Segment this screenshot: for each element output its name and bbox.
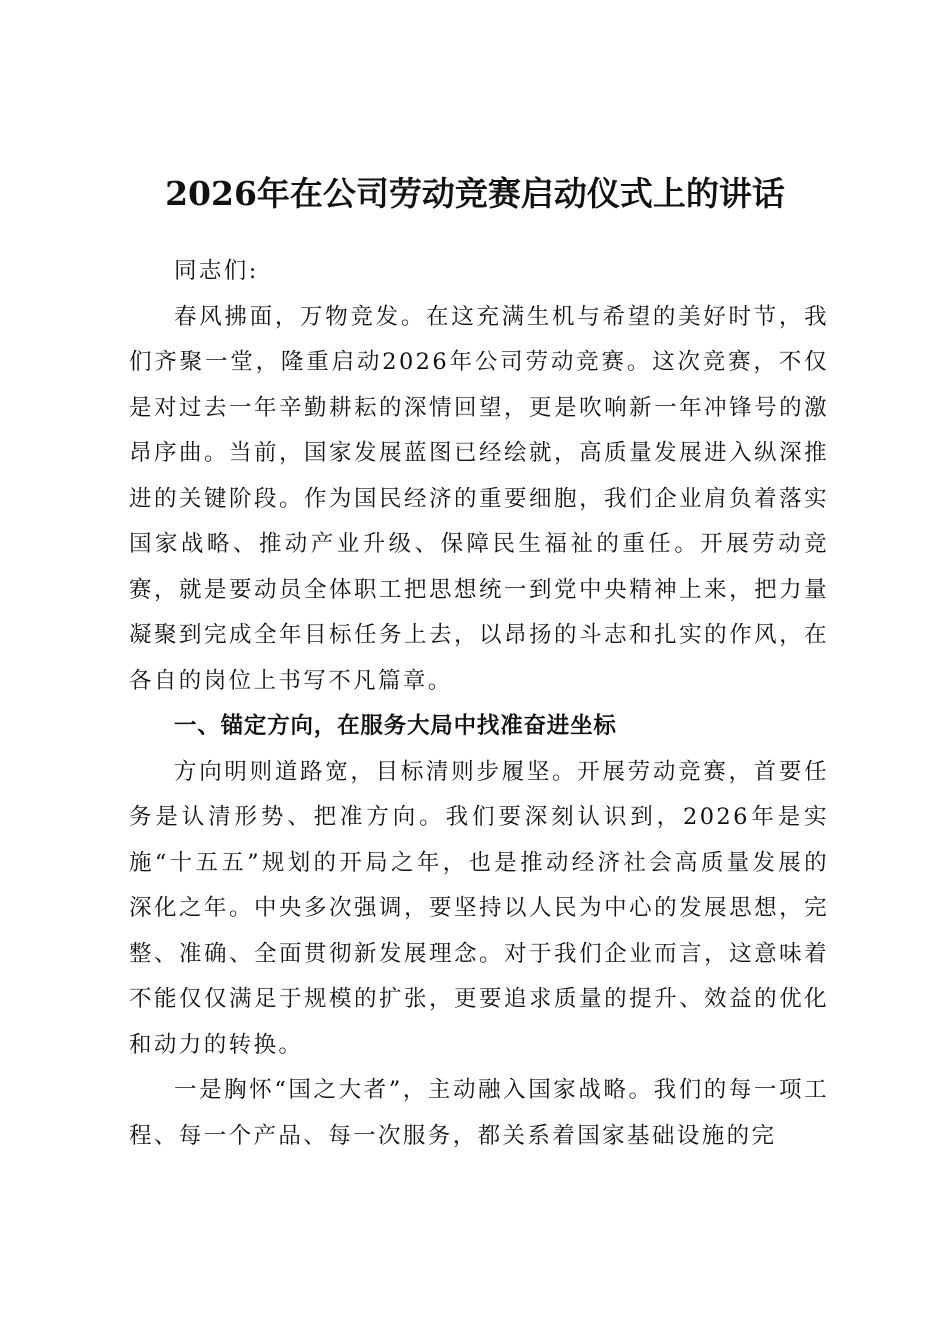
section-heading-1: 一、锚定方向，在服务大局中找准奋进坐标 xyxy=(174,713,617,739)
salutation: 同志们: xyxy=(174,258,259,284)
document-body xyxy=(129,249,829,1159)
document-title: 2026年在公司劳动竞赛启动仪式上的讲话 xyxy=(165,174,785,213)
paragraph-section-1: 方向明则道路宽，目标清则步履坚。开展劳动竞赛，首要任务是认清形势、把准方向。我们要深刻认识到，2026年是实施“十五五”规划的开局之年，也是推动经济社会高质量发展的深化之年。中央多次强调，要坚持以人民为中心的发展思想，完整、准确、全面贯彻新发展理念。对于我们企业而言，这意味着不能仅仅满足于规模的扩张，更要追求质量的提升、效益的优化和动力的转换。 xyxy=(129,758,829,1058)
paragraph-intro: 春风拂面，万物竞发。在这充满生机与希望的美好时节，我们齐聚一堂，隆重启动2026年公司劳动竞赛。这次竞赛，不仅是对过去一年辛勤耕耘的深情回望，更是吹响新一年冲锋号的激昂序曲。当前，国家发展蓝图已经绘就，高质量发展进入纵深推进的关键阶段。作为国民经济的重要细胞，我们企业肩负着落实国家战略、推动产业升级、保障民生福祉的重任。开展劳动竞赛，就是要动员全体职工把思想统一到党中央精神上来，把力量凝聚到完成全年目标任务上去，以昂扬的斗志和扎实的作风，在各自的岗位上书写不凡篇章。 xyxy=(129,303,829,694)
paragraph-point-1: 一是胸怀“国之大者”，主动融入国家战略。我们的每一项工程、每一个产品、每一次服务，都关系着国家基础设施的完 xyxy=(129,1077,829,1149)
